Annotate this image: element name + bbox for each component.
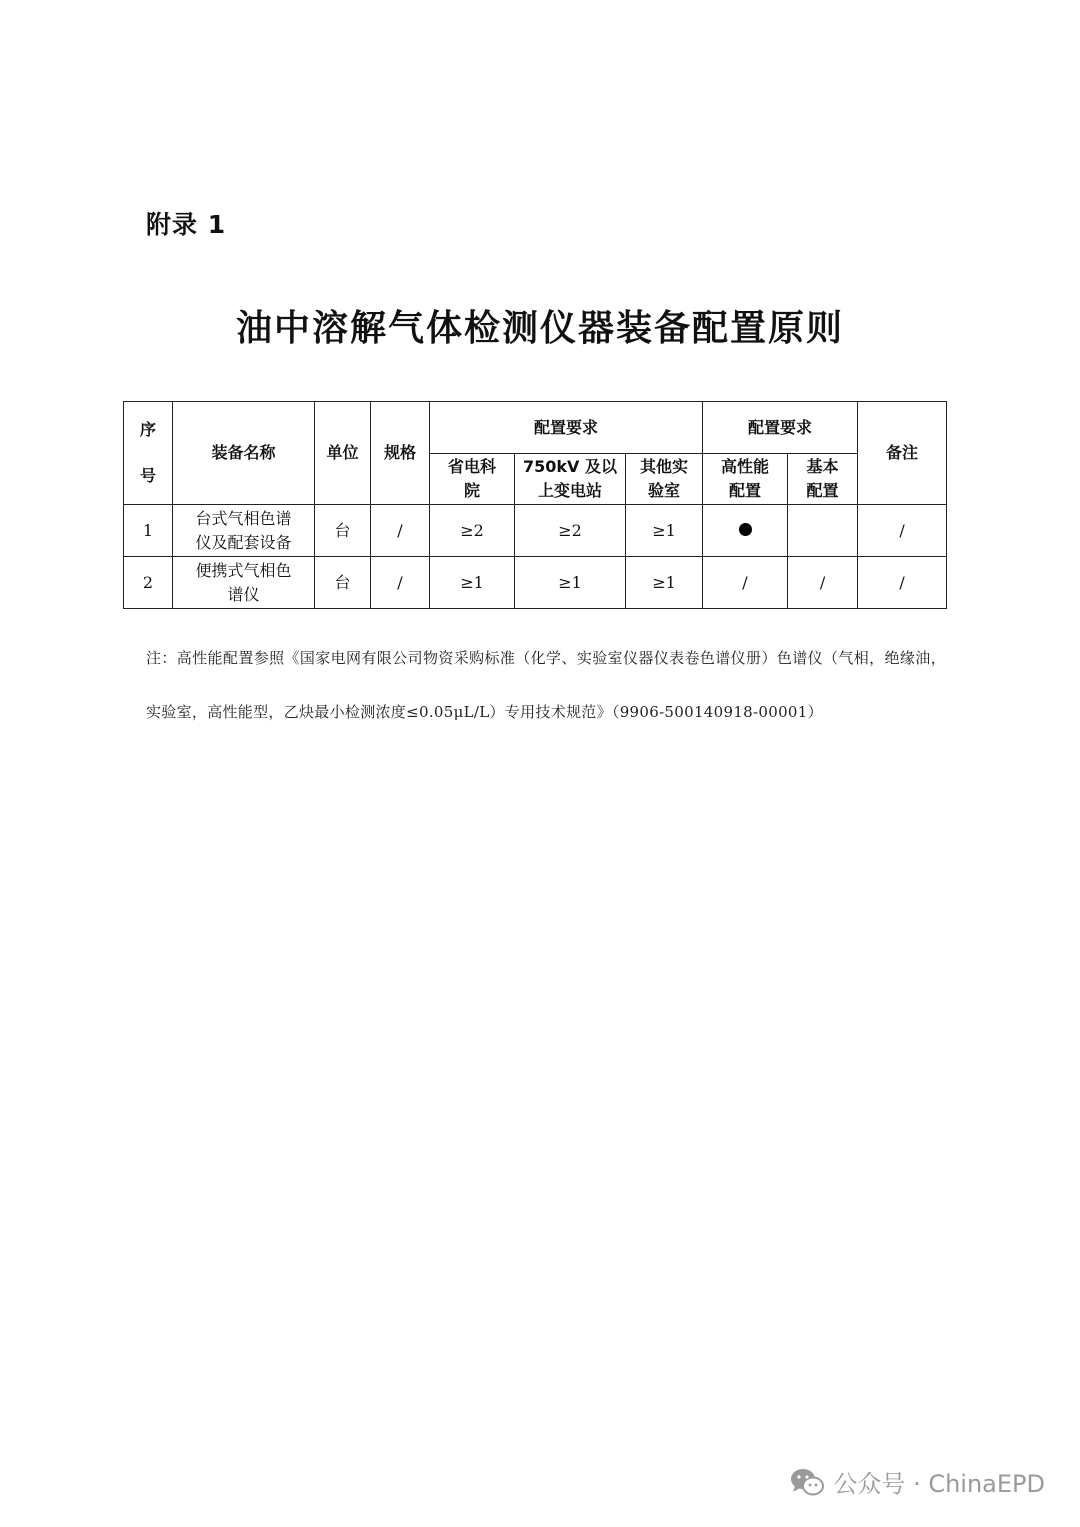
header-basic: 基本 配置 (788, 454, 858, 505)
header-other-lab: 其他实 验室 (626, 454, 703, 505)
watermark-text: 公众号 · ChinaEPD (833, 1470, 1045, 1498)
header-seq: 序 号 (124, 402, 173, 505)
cell-unit: 台 (315, 557, 371, 609)
footnote: 注：高性能配置参照《国家电网有限公司物资采购标准（化学、实验室仪器仪表卷色谱仪册）色谱仪（气相，绝缘油，实验室，高性能型，乙炔最小检测浓度≤0.05μL/L）专用技术规范》（9906-500140918-00001） (146, 649, 946, 721)
wechat-icon (789, 1466, 825, 1498)
header-spec: 规格 (371, 402, 430, 505)
header-unit: 单位 (315, 402, 371, 505)
cell-provincial: ≥1 (430, 557, 515, 609)
cell-name: 便携式气相色 谱仪 (173, 557, 315, 609)
header-remarks: 备注 (858, 402, 947, 505)
cell-substation: ≥1 (515, 557, 626, 609)
cell-spec: / (371, 505, 430, 557)
cell-name: 台式气相色谱 仪及配套设备 (173, 505, 315, 557)
header-group-requirements-2: 配置要求 (703, 402, 858, 454)
appendix-label: 附录 1 (146, 210, 227, 239)
cell-unit: 台 (315, 505, 371, 557)
table-row (124, 505, 947, 557)
header-row-1 (124, 402, 947, 454)
cell-other-lab: ≥1 (626, 505, 703, 557)
cell-basic (788, 505, 858, 557)
cell-substation: ≥2 (515, 505, 626, 557)
cell-seq: 2 (124, 557, 173, 609)
table-row (124, 557, 947, 609)
filled-dot-icon (739, 523, 752, 536)
header-name: 装备名称 (173, 402, 315, 505)
cell-high-performance: / (703, 557, 788, 609)
header-substation: 750kV 及以 上变电站 (515, 454, 626, 505)
cell-high-performance (703, 505, 788, 557)
cell-spec: / (371, 557, 430, 609)
cell-other-lab: ≥1 (626, 557, 703, 609)
cell-remarks: / (858, 557, 947, 609)
cell-basic: / (788, 557, 858, 609)
header-high-performance: 高性能 配置 (703, 454, 788, 505)
cell-provincial: ≥2 (430, 505, 515, 557)
cell-remarks: / (858, 505, 947, 557)
page-title: 油中溶解气体检测仪器装备配置原则 (235, 307, 844, 349)
header-group-requirements-1: 配置要求 (430, 402, 703, 454)
cell-seq: 1 (124, 505, 173, 557)
watermark (789, 1464, 1045, 1499)
header-provincial: 省电科 院 (430, 454, 515, 505)
equipment-table (123, 401, 947, 609)
